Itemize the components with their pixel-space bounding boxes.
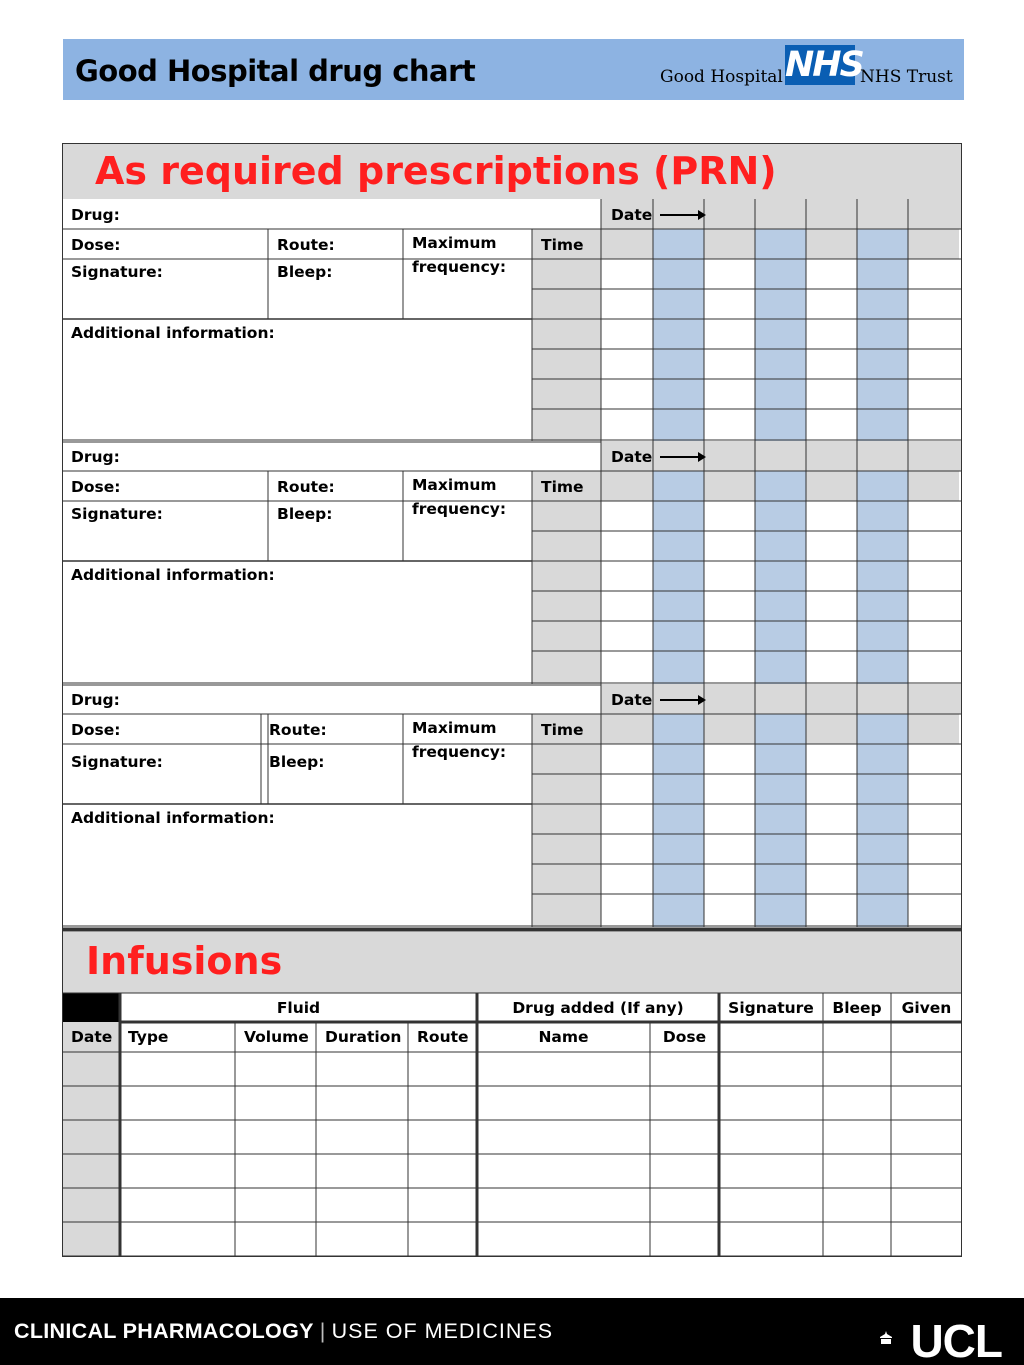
time-header-cell [755,229,806,259]
date-column-shade [857,259,908,441]
chart-header [63,39,964,100]
date-label: Date [611,448,653,466]
max-frequency-label: Maximum [412,719,497,737]
date-column-shade [755,501,806,684]
additional-info-label: Additional information: [71,324,275,342]
bleep-label: Bleep: [277,505,333,523]
time-header-cell [653,714,704,744]
date-column-shade [653,259,704,441]
footer-secondary: USE OF MEDICINES [331,1319,554,1343]
date-label: Date [611,206,653,224]
date-column-header: Date [71,1028,113,1046]
infusions-section-title: Infusions [86,939,283,983]
time-header-cell [908,714,959,744]
dose-label: Dose: [71,721,121,739]
duration-column-header: Duration [325,1028,402,1046]
max-frequency-label-line2: frequency: [412,258,507,276]
time-label: Time [541,478,584,496]
date-column-shade [857,501,908,684]
max-frequency-label: Maximum [412,476,497,494]
fluid-group-header: Fluid [276,999,321,1017]
date-label: Date [611,691,653,709]
date-column-shade [857,744,908,927]
time-header-cell [653,471,704,501]
signature-label: Signature: [71,505,163,523]
route-column-header: Route [417,1028,469,1046]
dose-label: Dose: [71,236,121,254]
time-header-cell [653,229,704,259]
trust-name: NHS Trust [860,67,953,87]
form-grid [62,143,962,1257]
max-frequency-label: Maximum [412,234,497,252]
corner-block [62,993,120,1022]
time-header-cell [601,471,653,501]
signature-label: Signature: [71,263,163,281]
time-label: Time [541,721,584,739]
ucl-logo: UCL [910,1315,1002,1365]
dose-label: Dose: [71,478,121,496]
footer-primary: CLINICAL PHARMACOLOGY [14,1319,314,1343]
time-header-cell [601,229,653,259]
time-column [532,471,601,684]
signature-column-header: Signature [728,999,814,1017]
time-header-cell [704,471,755,501]
footer-separator: | [319,1319,326,1343]
nhs-logo: NHS [785,45,863,85]
time-header-cell [755,471,806,501]
volume-column-header: Volume [244,1028,309,1046]
time-header-cell [755,714,806,744]
time-header-cell [704,714,755,744]
time-header-cell [806,714,857,744]
time-column [532,714,601,927]
drug-label: Drug: [71,206,120,224]
type-column-header: Type [128,1028,169,1046]
drug-chart-form [62,143,962,1257]
drug-added-group-header: Drug added (If any) [512,999,684,1017]
time-header-cell [704,229,755,259]
name-column-header: Name [538,1028,589,1046]
footer-text [14,1319,553,1344]
date-column-shade [62,1022,120,1256]
ucl-dome-icon [878,1330,894,1346]
additional-info-label: Additional information: [71,809,275,827]
given-column-header: Given [901,999,952,1017]
time-header-cell [857,229,908,259]
time-header-cell [806,229,857,259]
route-label: Route: [277,478,335,496]
page-title: Good Hospital drug chart [75,54,476,88]
date-column-shade [653,501,704,684]
bleep-label: Bleep: [269,753,325,771]
bleep-label: Bleep: [277,263,333,281]
date-column-shade [755,259,806,441]
time-header-cell [908,471,959,501]
prn-section-title: As required prescriptions (PRN) [95,149,777,193]
time-header-cell [908,229,959,259]
footer-bar [0,1298,1024,1365]
drug-label: Drug: [71,691,120,709]
max-frequency-label-line2: frequency: [412,500,507,518]
dose-column-header: Dose [662,1028,707,1046]
date-column-shade [755,744,806,927]
time-header-cell [601,714,653,744]
time-header-cell [857,471,908,501]
time-label: Time [541,236,584,254]
time-header-cell [806,471,857,501]
route-label: Route: [277,236,335,254]
drug-label: Drug: [71,448,120,466]
hospital-name: Good Hospital [660,67,783,87]
signature-label: Signature: [71,753,163,771]
time-header-cell [857,714,908,744]
bleep-column-header: Bleep [832,999,882,1017]
route-label: Route: [269,721,327,739]
additional-info-label: Additional information: [71,566,275,584]
max-frequency-label-line2: frequency: [412,743,507,761]
date-column-shade [653,744,704,927]
